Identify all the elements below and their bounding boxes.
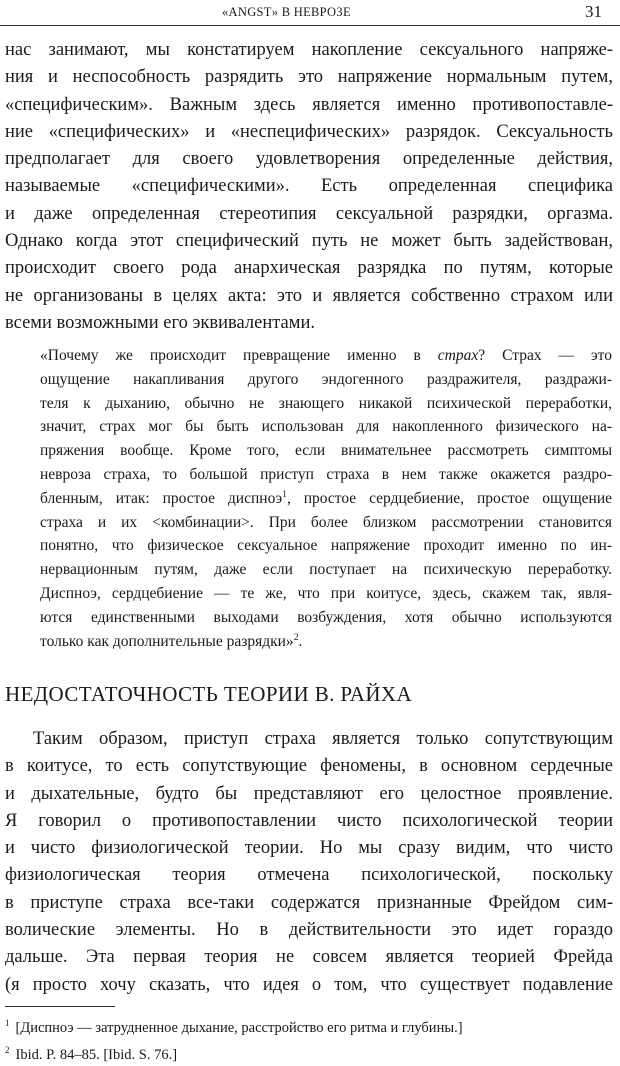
quote-line: только как дополнительные разрядки»$^2$. [40, 631, 303, 650]
text-line: «специфическим». Важным здесь является именно противопоставле- [5, 94, 613, 115]
text-line: не организованы в целях акта: это и является собственно страхом или [5, 285, 613, 306]
quote-text: «Почему же происходит превращение именно в [40, 347, 438, 364]
footnote-text: Ibid. P. 84–85. [Ibid. S. 76.] [15, 1046, 178, 1063]
footnote-separator [5, 1006, 115, 1007]
quote-text: бленным, итак: простое диспноэ [40, 489, 283, 507]
footnote-1 [5, 1012, 613, 1039]
running-title: «ANGST» В НЕВРОЗЕ [222, 5, 351, 19]
text-line: в коитусе, то есть сопутствующие феномены, в основном сердечные [5, 756, 613, 777]
text-line: Я говорил о противопоставлении чисто психологической теории [5, 810, 613, 831]
text-line: (я просто хочу сказать, что идея о том, что существует подавление [5, 974, 613, 995]
section-heading: НЕДОСТАТОЧНОСТЬ ТЕОРИИ В. РАЙХА [5, 682, 413, 706]
quote-line: невроза страха, то большой приступ страха в нем также окажется раздро- [40, 465, 612, 483]
text-line: нас занимают, мы констатируем накопление сексуального напряже- [5, 40, 613, 60]
footnote-text: [Диспноэ — затрудненное дыхание, расстройство его ритма и глубины.] [15, 1019, 463, 1036]
footnote-ref[interactable]: 1 [282, 488, 287, 500]
text-line: Таким образом, приступ страха является только сопутствующим [33, 729, 613, 749]
text-line: предполагает для своего удовлетворения определенные действия, [5, 149, 613, 170]
quote-text: ? Страх — это [478, 347, 613, 364]
block-quote [40, 344, 612, 653]
text-line: волические элементы. Но в действительности это идет гораздо [5, 920, 613, 941]
quote-line: Диспноэ, сердцебиение — те же, что при коитусе, здесь, скажем так, явля- [40, 584, 612, 602]
text-line: физиологическая теория отмечена психологической, поскольку [5, 865, 613, 886]
quote-line [40, 344, 612, 368]
footnote-2 [5, 1039, 613, 1066]
quote-line: понятно, что физическое сексуальное напряжение проходит именно по ин- [40, 537, 612, 555]
quote-line: значит, страх мог бы быть использован для накопленного физического на- [40, 418, 612, 436]
footnote-mark: 1 [5, 1018, 10, 1028]
quote-text: , простое сердцебиение, простое ощущение [286, 489, 613, 507]
paragraph-1 [5, 37, 613, 337]
text-line: всеми возможными его эквивалентами. [5, 312, 315, 333]
text-line: дальше. Эта первая теория не совсем является теорией Фрейда [5, 947, 613, 968]
quote-line: нервационным путям, даже если поступает на психическую переработку. [40, 561, 612, 579]
footnotes [5, 1012, 613, 1066]
text-line: ния и неспособность разрядить это напряжение нормальным путем, [5, 67, 613, 88]
text-line: и даже определенная стереотипия сексуальной разрядки, оргазма. [5, 203, 613, 224]
text-line: происходит своего рода анархическая разрядка по путям, которые [5, 258, 613, 279]
paragraph-2 [5, 726, 613, 999]
footnote-mark: 2 [5, 1044, 10, 1055]
quote-italic-word: страх [437, 347, 479, 364]
page-number: 31 [585, 2, 602, 21]
quote-line: теля к дыханию, обычно не знающего никакой психической переработки, [40, 394, 612, 412]
quote-text: только как дополнительные разрядки» [40, 632, 294, 650]
header-rule [0, 25, 620, 26]
footnote-ref[interactable]: 2 [293, 631, 299, 643]
text-line: Однако когда этот специфический путь не может быть задействован, [5, 231, 613, 252]
text-line: ние «специфических» и «неспецифических» разрядок. Сексуальность [5, 121, 613, 142]
quote-line [40, 487, 612, 511]
text-line: в приступе страха все-таки содержатся признанные Фрейдом сим- [5, 892, 613, 913]
text-line: называемые «специфическими». Есть определенная специфика [5, 176, 613, 197]
quote-line: пряжения вообще. Кроме того, если внимательнее рассмотреть симптомы [40, 442, 612, 460]
quote-line: страха и их <комбинации>. При более близком рассмотрении становится [40, 513, 612, 531]
page-header [0, 0, 620, 30]
text-line: и чисто физиологической теории. Но мы сразу видим, что чисто [5, 838, 613, 859]
quote-line: ощущение накапливания другого эндогенного раздражителя, раздражи- [40, 370, 612, 388]
text-line: и дыхательные, будто бы представляют его целостное проявление. [5, 783, 613, 804]
quote-line: ются единственными выходами возбуждения, хотя обычно используются [40, 608, 612, 626]
